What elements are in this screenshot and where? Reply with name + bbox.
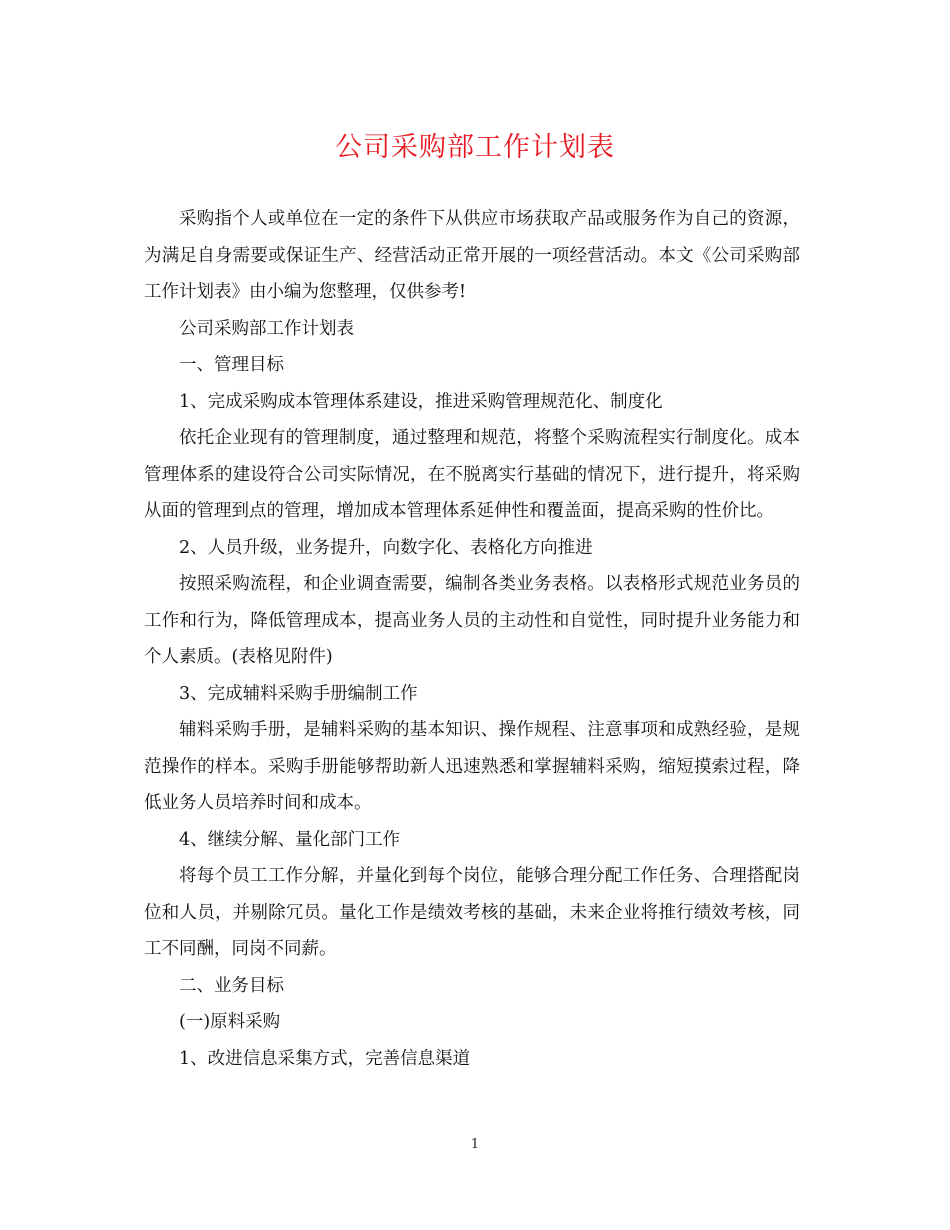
- item-paragraph-2: 按照采购流程，和企业调查需要，编制各类业务表格。以表格形式规范业务员的工作和行为，降低管理成本，提高业务人员的主动性和自觉性，同时提升业务能力和个人素质。(表格见附件): [144, 574, 800, 667]
- item-heading-info-collection: 1、改进信息采集方式，完善信息渠道: [179, 1048, 471, 1069]
- document-title: 公司采购部工作计划表: [335, 132, 615, 163]
- item-heading-3: 3、完成辅料采购手册编制工作: [179, 683, 418, 704]
- item-paragraph-1: 依托企业现有的管理制度，通过整理和规范，将整个采购流程实行制度化。成本管理体系的建设符合公司实际情况，在不脱离实行基础的情况下，进行提升，将采购从面的管理到点的管理，增加成本管理体系延伸性和覆盖面，提高采购的性价比。: [144, 428, 800, 521]
- subsection-heading-raw-material: (一)原料采购: [179, 1012, 281, 1032]
- page-number: 1: [470, 1137, 480, 1152]
- section-heading-management: 一、管理目标: [179, 355, 284, 375]
- item-paragraph-4: 将每个员工工作分解，并量化到每个岗位，能够合理分配工作任务、合理搭配岗位和人员，并剔除冗员。量化工作是绩效考核的基础，未来企业将推行绩效考核，同工不同酬，同岗不同薪。: [144, 866, 800, 959]
- item-heading-4: 4、继续分解、量化部门工作: [179, 829, 401, 850]
- item-heading-1: 1、完成采购成本管理体系建设，推进采购管理规范化、制度化: [179, 391, 663, 412]
- item-heading-2: 2、人员升级，业务提升，向数字化、表格化方向推进: [179, 537, 593, 558]
- intro-paragraph: 采购指个人或单位在一定的条件下从供应市场获取产品或服务作为自己的资源， 为满足自身需要或保证生产、经营活动正常开展的一项经营活动。本文《公司采购部工作计划表》由小编为您整理，仅供参考!: [144, 209, 800, 302]
- item-paragraph-3: 辅料采购手册，是辅料采购的基本知识、操作规程、注意事项和成熟经验，是规范操作的样本。采购手册能够帮助新人迅速熟悉和掌握辅料采购，缩短摸索过程，降低业务人员培养时间和成本。: [144, 720, 800, 813]
- document-body: [144, 201, 800, 1077]
- subtitle-paragraph: 公司采购部工作计划表: [179, 318, 354, 339]
- section-heading-business: 二、业务目标: [179, 975, 284, 996]
